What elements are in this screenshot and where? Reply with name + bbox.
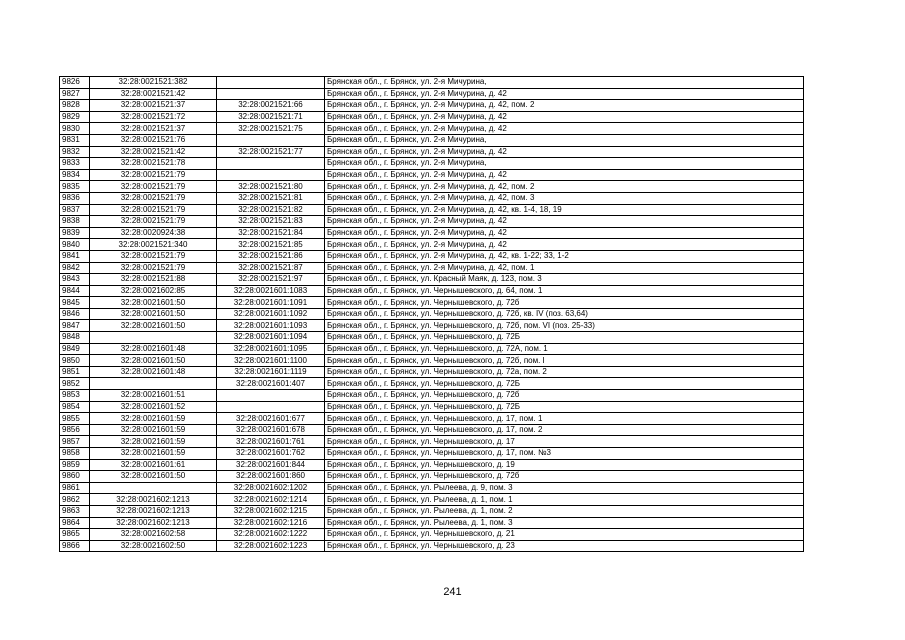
object-cadastral-number-cell: 32:28:0021521:81	[217, 192, 325, 204]
table-row	[60, 227, 804, 239]
object-cadastral-number-cell: 32:28:0021602:1214	[217, 494, 325, 506]
table-row	[60, 366, 804, 378]
table-row	[60, 88, 804, 100]
cadastral-number-cell	[90, 332, 217, 344]
address-cell: Брянская обл., г. Брянск, ул. Рылеева, д. 1, пом. 3	[325, 517, 804, 529]
object-cadastral-number-cell: 32:28:0021601:844	[217, 459, 325, 471]
row-number-cell: 9842	[60, 262, 90, 274]
object-cadastral-number-cell: 32:28:0021521:86	[217, 250, 325, 262]
row-number-cell: 9838	[60, 216, 90, 228]
object-cadastral-number-cell: 32:28:0021602:1202	[217, 482, 325, 494]
cadastral-number-cell: 32:28:0021601:52	[90, 401, 217, 413]
object-cadastral-number-cell	[217, 401, 325, 413]
row-number-cell: 9865	[60, 529, 90, 541]
row-number-cell: 9864	[60, 517, 90, 529]
address-cell: Брянская обл., г. Брянск, ул. Чернышевского, д. 72б, пом. VI (поз. 25-33)	[325, 320, 804, 332]
row-number-cell: 9843	[60, 274, 90, 286]
cadastral-number-cell: 32:28:0021601:61	[90, 459, 217, 471]
row-number-cell: 9847	[60, 320, 90, 332]
row-number-cell: 9856	[60, 424, 90, 436]
address-cell: Брянская обл., г. Брянск, ул. Рылеева, д. 1, пом. 1	[325, 494, 804, 506]
table-row	[60, 471, 804, 483]
cadastral-number-cell: 32:28:0021521:78	[90, 158, 217, 170]
table-row	[60, 482, 804, 494]
table-row	[60, 158, 804, 170]
address-cell: Брянская обл., г. Брянск, ул. 2-я Мичурина, д. 42	[325, 169, 804, 181]
address-cell: Брянская обл., г. Брянск, ул. 2-я Мичурина, д. 42	[325, 146, 804, 158]
table-row	[60, 517, 804, 529]
table-row	[60, 123, 804, 135]
table-row	[60, 134, 804, 146]
address-cell: Брянская обл., г. Брянск, ул. 2-я Мичурина, д. 42	[325, 88, 804, 100]
cadastral-register-table	[59, 76, 804, 552]
table-row	[60, 204, 804, 216]
table-row	[60, 192, 804, 204]
address-cell: Брянская обл., г. Брянск, ул. 2-я Мичурина,	[325, 158, 804, 170]
object-cadastral-number-cell	[217, 390, 325, 402]
row-number-cell: 9844	[60, 285, 90, 297]
address-cell: Брянская обл., г. Брянск, ул. 2-я Мичурина, д. 42, кв. 1-22; 33, 1-2	[325, 250, 804, 262]
address-cell: Брянская обл., г. Брянск, ул. Чернышевского, д. 72б, кв. IV (поз. 63,64)	[325, 308, 804, 320]
object-cadastral-number-cell: 32:28:0021601:1100	[217, 355, 325, 367]
cadastral-number-cell: 32:28:0021521:79	[90, 169, 217, 181]
cadastral-number-cell: 32:28:0021601:59	[90, 424, 217, 436]
cadastral-number-cell: 32:28:0021601:50	[90, 297, 217, 309]
row-number-cell: 9854	[60, 401, 90, 413]
table-row	[60, 401, 804, 413]
address-cell: Брянская обл., г. Брянск, ул. 2-я Мичурина, д. 42	[325, 111, 804, 123]
address-cell: Брянская обл., г. Брянск, ул. Красный Маяк, д. 123, пом. 3	[325, 274, 804, 286]
object-cadastral-number-cell: 32:28:0021602:1216	[217, 517, 325, 529]
object-cadastral-number-cell: 32:28:0021521:71	[217, 111, 325, 123]
address-cell: Брянская обл., г. Брянск, ул. 2-я Мичурина, д. 42, пом. 2	[325, 100, 804, 112]
row-number-cell: 9849	[60, 343, 90, 355]
object-cadastral-number-cell: 32:28:0021601:1091	[217, 297, 325, 309]
table-row	[60, 320, 804, 332]
row-number-cell: 9829	[60, 111, 90, 123]
table-row	[60, 100, 804, 112]
cadastral-number-cell: 32:28:0021601:59	[90, 436, 217, 448]
address-cell: Брянская обл., г. Брянск, ул. Рылеева, д. 9, пом. 3	[325, 482, 804, 494]
cadastral-number-cell: 32:28:0021521:79	[90, 181, 217, 193]
row-number-cell: 9866	[60, 540, 90, 552]
object-cadastral-number-cell: 32:28:0021601:1095	[217, 343, 325, 355]
address-cell: Брянская обл., г. Брянск, ул. 2-я Мичурина,	[325, 77, 804, 89]
row-number-cell: 9845	[60, 297, 90, 309]
row-number-cell: 9827	[60, 88, 90, 100]
address-cell: Брянская обл., г. Брянск, ул. 2-я Мичурина,	[325, 134, 804, 146]
address-cell: Брянская обл., г. Брянск, ул. Чернышевского, д. 23	[325, 540, 804, 552]
address-cell: Брянская обл., г. Брянск, ул. Чернышевского, д. 72Б	[325, 401, 804, 413]
cadastral-number-cell: 32:28:0021521:37	[90, 100, 217, 112]
row-number-cell: 9848	[60, 332, 90, 344]
object-cadastral-number-cell	[217, 77, 325, 89]
table-row	[60, 274, 804, 286]
cadastral-number-cell: 32:28:0021602:1213	[90, 517, 217, 529]
row-number-cell: 9852	[60, 378, 90, 390]
address-cell: Брянская обл., г. Брянск, ул. Чернышевского, д. 17, пом. 2	[325, 424, 804, 436]
table-row	[60, 343, 804, 355]
cadastral-number-cell: 32:28:0021602:58	[90, 529, 217, 541]
cadastral-number-cell: 32:28:0021521:42	[90, 88, 217, 100]
row-number-cell: 9835	[60, 181, 90, 193]
object-cadastral-number-cell: 32:28:0021601:1083	[217, 285, 325, 297]
table-row	[60, 181, 804, 193]
cadastral-number-cell: 32:28:0021601:59	[90, 448, 217, 460]
cadastral-number-cell: 32:28:0021601:48	[90, 343, 217, 355]
row-number-cell: 9858	[60, 448, 90, 460]
cadastral-number-cell: 32:28:0021602:1213	[90, 505, 217, 517]
cadastral-number-cell: 32:28:0021521:79	[90, 250, 217, 262]
row-number-cell: 9863	[60, 505, 90, 517]
address-cell: Брянская обл., г. Брянск, ул. 2-я Мичурина, д. 42	[325, 227, 804, 239]
register-table-body	[60, 77, 804, 552]
row-number-cell: 9836	[60, 192, 90, 204]
table-row	[60, 459, 804, 471]
address-cell: Брянская обл., г. Брянск, ул. 2-я Мичурина, д. 42	[325, 239, 804, 251]
cadastral-number-cell: 32:28:0021521:79	[90, 216, 217, 228]
object-cadastral-number-cell: 32:28:0021521:80	[217, 181, 325, 193]
row-number-cell: 9832	[60, 146, 90, 158]
table-row	[60, 169, 804, 181]
address-cell: Брянская обл., г. Брянск, ул. Чернышевского, д. 72а, пом. 2	[325, 366, 804, 378]
address-cell: Брянская обл., г. Брянск, ул. 2-я Мичурина, д. 42	[325, 216, 804, 228]
table-row	[60, 355, 804, 367]
row-number-cell: 9862	[60, 494, 90, 506]
cadastral-number-cell	[90, 482, 217, 494]
row-number-cell: 9826	[60, 77, 90, 89]
object-cadastral-number-cell: 32:28:0021521:87	[217, 262, 325, 274]
address-cell: Брянская обл., г. Брянск, ул. Чернышевского, д. 72б, пом. I	[325, 355, 804, 367]
object-cadastral-number-cell: 32:28:0021601:1092	[217, 308, 325, 320]
row-number-cell: 9857	[60, 436, 90, 448]
table-row	[60, 250, 804, 262]
object-cadastral-number-cell: 32:28:0021521:83	[217, 216, 325, 228]
row-number-cell: 9840	[60, 239, 90, 251]
object-cadastral-number-cell: 32:28:0021601:860	[217, 471, 325, 483]
cadastral-number-cell: 32:28:0021521:79	[90, 262, 217, 274]
object-cadastral-number-cell: 32:28:0021521:85	[217, 239, 325, 251]
cadastral-number-cell: 32:28:0021521:340	[90, 239, 217, 251]
object-cadastral-number-cell: 32:28:0021521:66	[217, 100, 325, 112]
page-number: 241	[443, 586, 462, 598]
address-cell: Брянская обл., г. Брянск, ул. Чернышевского, д. 17, пом. №3	[325, 448, 804, 460]
table-row	[60, 262, 804, 274]
object-cadastral-number-cell: 32:28:0021601:677	[217, 413, 325, 425]
table-row	[60, 529, 804, 541]
row-number-cell: 9855	[60, 413, 90, 425]
cadastral-number-cell: 32:28:0021602:1213	[90, 494, 217, 506]
row-number-cell: 9853	[60, 390, 90, 402]
cadastral-number-cell: 32:28:0021521:72	[90, 111, 217, 123]
object-cadastral-number-cell: 32:28:0021601:1093	[217, 320, 325, 332]
row-number-cell: 9833	[60, 158, 90, 170]
table-row	[60, 540, 804, 552]
cadastral-number-cell: 32:28:0021521:382	[90, 77, 217, 89]
address-cell: Брянская обл., г. Брянск, ул. 2-я Мичурина, д. 42	[325, 123, 804, 135]
address-cell: Брянская обл., г. Брянск, ул. Чернышевского, д. 72А, пом. 1	[325, 343, 804, 355]
object-cadastral-number-cell	[217, 169, 325, 181]
row-number-cell: 9850	[60, 355, 90, 367]
object-cadastral-number-cell: 32:28:0021521:82	[217, 204, 325, 216]
address-cell: Брянская обл., г. Брянск, ул. Чернышевского, д. 72б	[325, 390, 804, 402]
cadastral-number-cell: 32:28:0021521:42	[90, 146, 217, 158]
object-cadastral-number-cell: 32:28:0021521:97	[217, 274, 325, 286]
table-row	[60, 146, 804, 158]
table-row	[60, 285, 804, 297]
cadastral-number-cell: 32:28:0021521:79	[90, 192, 217, 204]
address-cell: Брянская обл., г. Брянск, ул. Чернышевского, д. 72Б	[325, 378, 804, 390]
object-cadastral-number-cell	[217, 134, 325, 146]
row-number-cell: 9837	[60, 204, 90, 216]
table-row	[60, 297, 804, 309]
address-cell: Брянская обл., г. Брянск, ул. Рылеева, д. 1, пом. 2	[325, 505, 804, 517]
cadastral-number-cell: 32:28:0021521:76	[90, 134, 217, 146]
cadastral-number-cell: 32:28:0021601:48	[90, 366, 217, 378]
cadastral-number-cell: 32:28:0021521:79	[90, 204, 217, 216]
cadastral-number-cell: 32:28:0021601:50	[90, 320, 217, 332]
object-cadastral-number-cell: 32:28:0021601:407	[217, 378, 325, 390]
table-row	[60, 332, 804, 344]
cadastral-number-cell: 32:28:0021601:50	[90, 355, 217, 367]
address-cell: Брянская обл., г. Брянск, ул. Чернышевского, д. 72б	[325, 297, 804, 309]
address-cell: Брянская обл., г. Брянск, ул. Чернышевского, д. 19	[325, 459, 804, 471]
address-cell: Брянская обл., г. Брянск, ул. 2-я Мичурина, д. 42, кв. 1-4, 18, 19	[325, 204, 804, 216]
row-number-cell: 9839	[60, 227, 90, 239]
row-number-cell: 9859	[60, 459, 90, 471]
cadastral-number-cell: 32:28:0020924:38	[90, 227, 217, 239]
row-number-cell: 9828	[60, 100, 90, 112]
object-cadastral-number-cell: 32:28:0021602:1222	[217, 529, 325, 541]
table-row	[60, 77, 804, 89]
table-row	[60, 494, 804, 506]
cadastral-number-cell: 32:28:0021601:50	[90, 308, 217, 320]
row-number-cell: 9841	[60, 250, 90, 262]
address-cell: Брянская обл., г. Брянск, ул. Чернышевского, д. 72Б	[325, 332, 804, 344]
table-row	[60, 424, 804, 436]
object-cadastral-number-cell: 32:28:0021601:762	[217, 448, 325, 460]
table-row	[60, 413, 804, 425]
object-cadastral-number-cell	[217, 158, 325, 170]
row-number-cell: 9851	[60, 366, 90, 378]
row-number-cell: 9861	[60, 482, 90, 494]
cadastral-number-cell	[90, 378, 217, 390]
object-cadastral-number-cell: 32:28:0021602:1223	[217, 540, 325, 552]
object-cadastral-number-cell: 32:28:0021601:1119	[217, 366, 325, 378]
cadastral-number-cell: 32:28:0021601:51	[90, 390, 217, 402]
address-cell: Брянская обл., г. Брянск, ул. 2-я Мичурина, д. 42, пом. 2	[325, 181, 804, 193]
address-cell: Брянская обл., г. Брянск, ул. Чернышевского, д. 72б	[325, 471, 804, 483]
object-cadastral-number-cell: 32:28:0021521:84	[217, 227, 325, 239]
table-row	[60, 505, 804, 517]
address-cell: Брянская обл., г. Брянск, ул. 2-я Мичурина, д. 42, пом. 1	[325, 262, 804, 274]
row-number-cell: 9834	[60, 169, 90, 181]
object-cadastral-number-cell	[217, 88, 325, 100]
cadastral-number-cell: 32:28:0021521:37	[90, 123, 217, 135]
cadastral-number-cell: 32:28:0021602:85	[90, 285, 217, 297]
row-number-cell: 9831	[60, 134, 90, 146]
row-number-cell: 9830	[60, 123, 90, 135]
table-row	[60, 436, 804, 448]
object-cadastral-number-cell: 32:28:0021602:1215	[217, 505, 325, 517]
object-cadastral-number-cell: 32:28:0021601:1094	[217, 332, 325, 344]
address-cell: Брянская обл., г. Брянск, ул. 2-я Мичурина, д. 42, пом. 3	[325, 192, 804, 204]
object-cadastral-number-cell: 32:28:0021601:761	[217, 436, 325, 448]
address-cell: Брянская обл., г. Брянск, ул. Чернышевского, д. 17	[325, 436, 804, 448]
object-cadastral-number-cell: 32:28:0021521:75	[217, 123, 325, 135]
row-number-cell: 9846	[60, 308, 90, 320]
object-cadastral-number-cell: 32:28:0021521:77	[217, 146, 325, 158]
table-row	[60, 378, 804, 390]
table-row	[60, 448, 804, 460]
table-row	[60, 216, 804, 228]
table-row	[60, 111, 804, 123]
cadastral-number-cell: 32:28:0021601:50	[90, 471, 217, 483]
object-cadastral-number-cell: 32:28:0021601:678	[217, 424, 325, 436]
table-row	[60, 308, 804, 320]
address-cell: Брянская обл., г. Брянск, ул. Чернышевского, д. 21	[325, 529, 804, 541]
cadastral-number-cell: 32:28:0021601:59	[90, 413, 217, 425]
table-row	[60, 239, 804, 251]
row-number-cell: 9860	[60, 471, 90, 483]
address-cell: Брянская обл., г. Брянск, ул. Чернышевского, д. 64, пом. 1	[325, 285, 804, 297]
table-row	[60, 390, 804, 402]
address-cell: Брянская обл., г. Брянск, ул. Чернышевского, д. 17, пом. 1	[325, 413, 804, 425]
cadastral-number-cell: 32:28:0021521:88	[90, 274, 217, 286]
cadastral-number-cell: 32:28:0021602:50	[90, 540, 217, 552]
